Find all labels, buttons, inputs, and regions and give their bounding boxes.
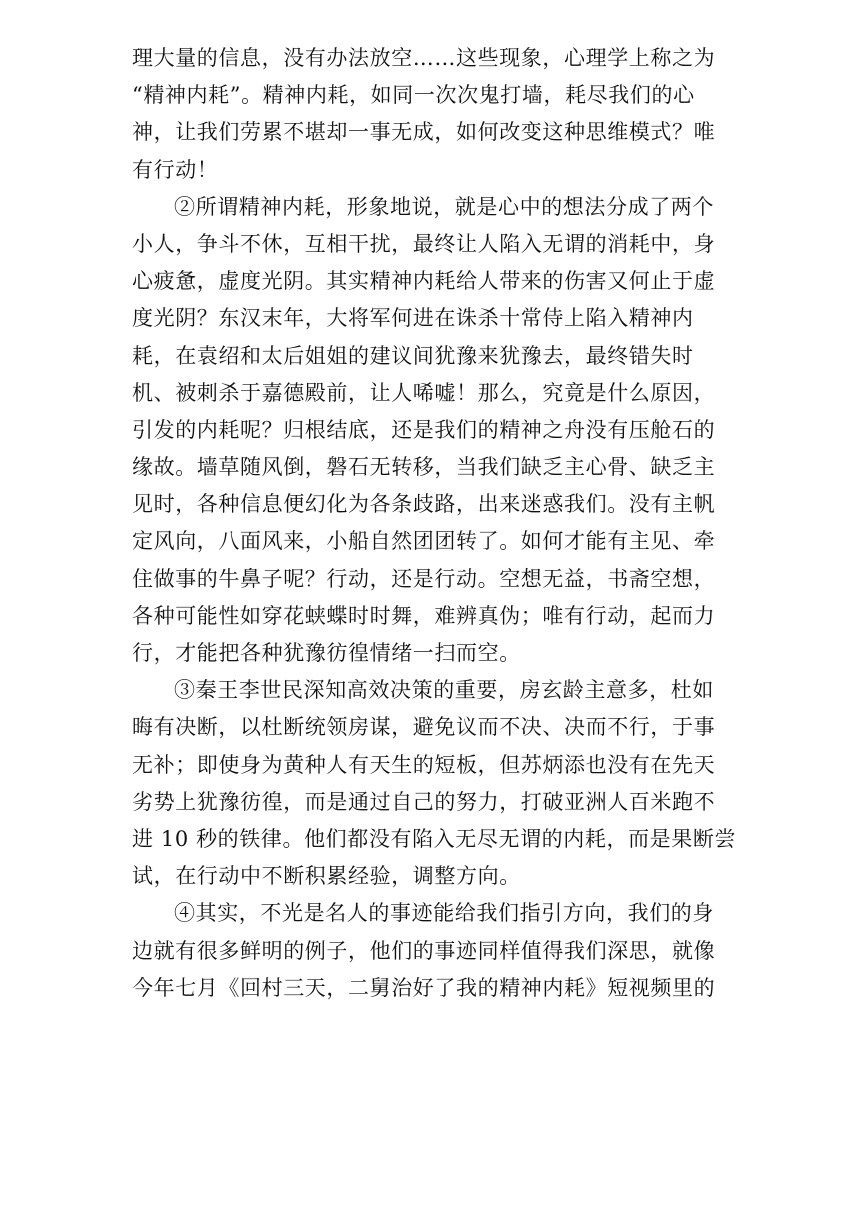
text-line: 心疲惫，虚度光阴。其实精神内耗给人带来的伤害又何止于虚 <box>132 269 716 294</box>
text-line: 今年七月《回村三天，二舅治好了我的精神内耗》短视频里的 <box>132 975 716 1000</box>
text-line: 有行动！ <box>132 157 219 182</box>
text-line: 耗，在袁绍和太后姐姐的建议间犹豫来犹豫去，最终错失时 <box>132 343 694 368</box>
text-line: ④其实，不光是名人的事迹能给我们指引方向，我们的身 <box>174 901 714 926</box>
paragraph-4 <box>132 895 732 1007</box>
text-line: “精神内耗”。精神内耗，如同一次次鬼打墙，耗尽我们的心 <box>132 83 695 108</box>
text-line: ③秦王李世民深知高效决策的重要，房玄龄主意多，杜如 <box>174 678 714 703</box>
paragraph-2 <box>132 189 732 672</box>
text-line: 神，让我们劳累不堪却一事无成，如何改变这种思维模式？唯 <box>132 120 716 145</box>
text-line: 无补；即使身为黄种人有天生的短板，但苏炳添也没有在先天 <box>132 752 716 777</box>
paragraph-3 <box>132 672 737 895</box>
text-line: 机、被刺杀于嘉德殿前，让人唏嘘！那么，究竟是什么原因， <box>132 380 716 405</box>
text-line: 劣势上犹豫彷徨，而是通过自己的努力，打破亚洲人百米跑不 <box>132 789 716 814</box>
text-line: 引发的内耗呢？归根结底，还是我们的精神之舟没有压舱石的 <box>132 417 716 442</box>
text-line: 定风向，八面风来，小船自然团团转了。如何才能有主见、牵 <box>132 529 716 554</box>
text-line: 进 10 秒的铁律。他们都没有陷入无尽无谓的内耗，而是果断尝 <box>132 826 737 851</box>
text-line: ②所谓精神内耗，形象地说，就是心中的想法分成了两个 <box>174 194 714 219</box>
essay-body <box>132 40 737 1007</box>
text-line: 试，在行动中不断积累经验，调整方向。 <box>132 864 521 889</box>
text-line: 住做事的牛鼻子呢？行动，还是行动。空想无益，书斋空想， <box>132 566 716 591</box>
paragraph-intro-continued <box>132 40 732 189</box>
text-line: 理大量的信息，没有办法放空……这些现象，心理学上称之为 <box>132 46 716 70</box>
text-line: 晦有决断，以杜断统领房谋，避免议而不决、决而不行，于事 <box>132 715 716 740</box>
text-line: 各种可能性如穿花蛱蝶时时舞，难辨真伪；唯有行动，起而力 <box>132 603 716 628</box>
text-line: 见时，各种信息便幻化为各条歧路，出来迷惑我们。没有主帆 <box>132 492 716 517</box>
text-line: 小人，争斗不休，互相干扰，最终让人陷入无谓的消耗中，身 <box>132 231 716 256</box>
text-line: 度光阴？东汉末年，大将军何进在诛杀十常侍上陷入精神内 <box>132 306 694 331</box>
text-line: 边就有很多鲜明的例子，他们的事迹同样值得我们深思，就像 <box>132 938 716 963</box>
text-line: 行，才能把各种犹豫彷徨情绪一扫而空。 <box>132 641 521 665</box>
text-line: 缘故。墙草随风倒，磐石无转移，当我们缺乏主心骨、缺乏主 <box>132 455 716 480</box>
